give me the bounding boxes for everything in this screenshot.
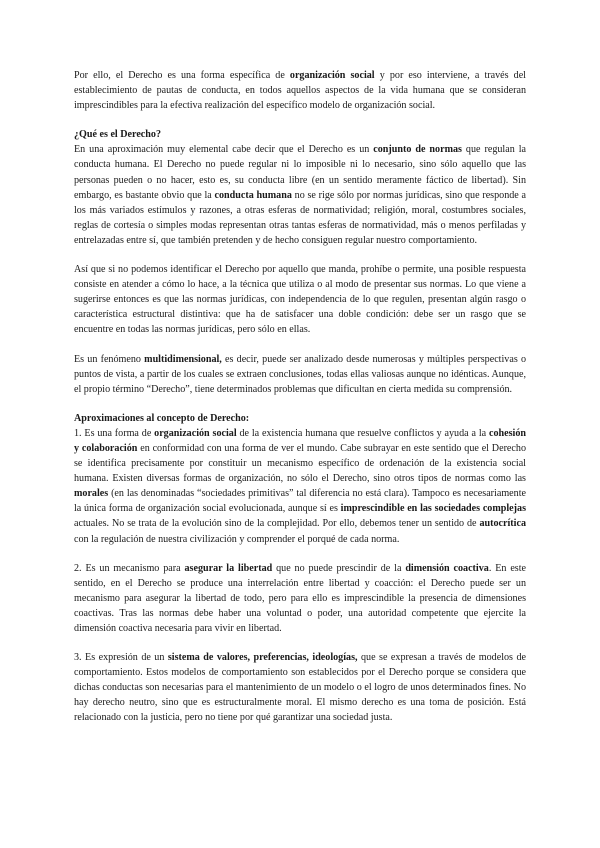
bold-term: sistema de valores, preferencias, ideologías, xyxy=(167,652,358,664)
document-page xyxy=(74,68,526,740)
approach-item-3: 3. Es expresión de un sistema de valores, preferencias, ideologías, que se expresan a través de modelos de comportamiento. Estos modelos de comportamiento son establecidos por el Derecho porque se considera que dichas conductas son necesarias para el mantenimiento de un modelo o el logro de unos determinados fines. No hay derecho neutro, sino que es estructuralmente moral. El mismo derecho es una toma de posición. Está relacionado con la justicia, pero no tiene por qué garantizar una sociedad justa. xyxy=(74,652,526,724)
bold-term: multidimensional, xyxy=(144,353,222,365)
bold-term: imprescindible en las sociedades complejas xyxy=(340,503,526,515)
section-heading: Aproximaciones al concepto de Derecho: xyxy=(74,412,250,424)
bold-term: dimensión coactiva xyxy=(405,562,489,574)
bold-term: organización social xyxy=(289,70,375,81)
approach-item-2: 2. Es un mecanismo para asegurar la libertad que no puede prescindir de la dimensión coactiva. En este sentido, en el Derecho se produce una interrelación entre libertad y coacción: el Derecho puede ser un mecanismo para asegurar la libertad de todo, pero para ello es imprescindible la presencia de dimensiones coactivas. Tras las normas debe haber una voluntad o poder, una autoridad competente que ejercite la dimensión coactiva necesaria para vivir en libertad. xyxy=(74,562,527,634)
bold-term: conducta humana xyxy=(214,189,292,201)
bold-term: organización social xyxy=(154,427,237,439)
bold-term: asegurar la libertad xyxy=(184,562,273,574)
section-aproximaciones xyxy=(74,411,526,726)
approach-item-1: 1. Es una forma de organización social de la existencia humana que resuelve conflictos y ayuda a la cohesión y colaboración en conformidad con una forma de ver el mundo. Cabe subrayar en este sentido que el Derecho se identifica precisamente por constituir un mecanismo específico de ordenación de la existencia social humana. Existen diversas formas de organización, no sólo el Derecho, sino otros tipos de normas como las morales (en las denominadas “sociedades primitivas” tal diferencia no está clara). Tampoco es necesariamente la única forma de organización social evolucionada, aunque sí es imprescindible en las sociedades complejas actuales. No se trata de la evolución sino de la complejidad. Por ello, debemos tener un sentido de autocrítica con la regulación de nuestra civilización y comprender el porqué de cada norma. xyxy=(74,427,526,545)
bold-term: conjunto de normas xyxy=(373,144,462,156)
multidimensional-paragraph: Es un fenómeno multidimensional, es decir, puede ser analizado desde numerosas y múltiples perspectivas o puntos de vista, a partir de los cuales se extraen conclusiones, todas ellas valiosas aunque no idénticas. Aunque, el propio término “Derecho”, tiene determinados problemas que dificultan en cierta medida su comprensión. xyxy=(74,353,526,395)
bold-term: morales xyxy=(74,488,109,500)
bold-term: autocrítica xyxy=(479,518,526,530)
intro-paragraph: Por ello, el Derecho es una forma específica de organización social y por eso interviene, a través del establecimiento de pautas de conducta, en todos aquellos aspectos de la vida humana que se consideran imprescindibles para la efectiva realización del específico modelo de organización social. xyxy=(74,70,526,112)
section-que-es-el-derecho xyxy=(74,127,526,248)
bold-term: cohesión y colaboración xyxy=(74,427,526,454)
definition-paragraph: En una aproximación muy elemental cabe decir que el Derecho es un conjunto de normas que regulan la conducta humana. El Derecho no puede regular ni lo imposible ni lo necesario, sino sólo aquello que las personas pueden o no hacer, esto es, su conducta libre (en un sentido meramente fáctico de libertad). Sin embargo, es bastante obvio que la conducta humana no se rige sólo por normas jurídicas, sino que responde a los más variados estímulos y razones, a otras esferas de normatividad; religión, moral, costumbres sociales, reglas de cortesía o simples modas representan otras tantas esferas de normatividad, más o menos perfiladas y entrelazadas entre sí, que también pretenden y de hecho consiguen regular nuestro comportamiento. xyxy=(74,144,527,246)
section-heading: ¿Qué es el Derecho? xyxy=(74,129,161,141)
structure-paragraph: Así que si no podemos identificar el Derecho por aquello que manda, prohíbe o permite, una posible respuesta consiste en atender a cómo lo hace, a la técnica que utiliza o al modo de presentar sus normas. Lo que viene a sugerirse entonces es que las normas jurídicas, con independencia de lo que regulen, presentan algún rasgo o característica estructural distintiva: que ha de satisfacer una doble condición: debe ser un rasgo que se encuentre en todas las normas jurídicas, pero sólo en ellas. xyxy=(74,264,526,336)
